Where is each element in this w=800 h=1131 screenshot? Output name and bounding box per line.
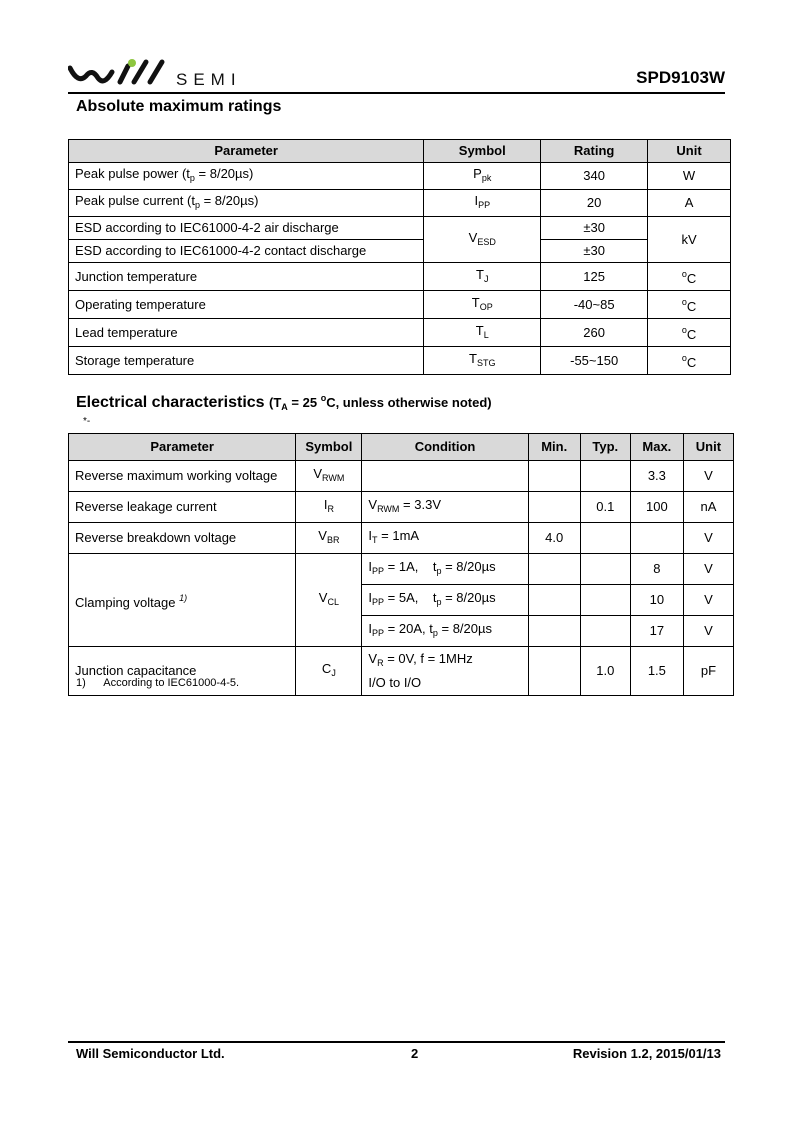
table-row	[69, 163, 731, 190]
page-header	[68, 58, 725, 94]
symbol-cell: $V_{ESD}$	[424, 217, 541, 263]
electrical-characteristics-table	[68, 433, 734, 696]
col-header: Min.	[528, 434, 580, 461]
symbol-cell: $I_{PP}$	[424, 190, 541, 217]
rating-cell: 125	[541, 263, 648, 291]
col-header: Unit	[683, 434, 733, 461]
rating-cell: -40~85	[541, 291, 648, 319]
param-cell: Lead temperature	[69, 319, 424, 347]
param-cell: Clamping voltage $^{1)}$	[69, 554, 296, 647]
table-header-row	[69, 434, 734, 461]
param-cell: Peak pulse power $(t_p = 8/20\mu s)$	[69, 163, 424, 190]
symbol-cell: $T_{OP}$	[424, 291, 541, 319]
rating-cell: ±30	[541, 240, 648, 263]
note-mark: *-	[83, 416, 91, 427]
param-cell: ESD according to IEC61000-4-2 air discharge	[69, 217, 424, 240]
footer-rule	[68, 1041, 725, 1043]
footer-company: Will Semiconductor Ltd.	[76, 1046, 225, 1061]
logo-text: SEMI	[176, 70, 242, 89]
col-header: Symbol	[296, 434, 362, 461]
unit-cell: V	[683, 523, 733, 554]
condition-cell: $I_{PP} = 5A$, $t_p = 8/20\mu s$	[362, 585, 528, 616]
max-cell: 8	[630, 554, 683, 585]
unit-cell: $^o$C	[648, 291, 731, 319]
typ-cell: 0.1	[580, 492, 630, 523]
unit-cell: kV	[648, 217, 731, 263]
symbol-cell: $C_J$	[296, 647, 362, 696]
condition-cell: $V_R = 0V$, f = 1MHz I/O to I/O	[362, 647, 528, 696]
col-header: Max.	[630, 434, 683, 461]
table-row	[69, 190, 731, 217]
symbol-cell: $I_R$	[296, 492, 362, 523]
footer-revision: Revision 1.2, 2015/01/13	[572, 1046, 721, 1061]
table-row	[69, 461, 734, 492]
min-cell	[528, 585, 580, 616]
col-header: Unit	[648, 140, 731, 163]
col-header: Condition	[362, 434, 528, 461]
ec-conditions: ($T_A = 25$ $^o$C, unless otherwise noted)	[269, 393, 492, 412]
table-row	[69, 217, 731, 240]
condition-cell	[362, 461, 528, 492]
unit-cell: $^o$C	[648, 347, 731, 375]
unit-cell: nA	[683, 492, 733, 523]
table-row	[69, 240, 731, 263]
param-cell: ESD according to IEC61000-4-2 contact discharge	[69, 240, 424, 263]
param-cell: Junction temperature	[69, 263, 424, 291]
typ-cell	[580, 554, 630, 585]
min-cell	[528, 461, 580, 492]
max-cell: 17	[630, 616, 683, 647]
unit-cell: $^o$C	[648, 319, 731, 347]
table-row	[69, 554, 734, 585]
min-cell	[528, 492, 580, 523]
typ-cell	[580, 585, 630, 616]
param-cell: Operating temperature	[69, 291, 424, 319]
col-header: Parameter	[69, 434, 296, 461]
unit-cell: V	[683, 461, 733, 492]
max-cell: 10	[630, 585, 683, 616]
min-cell: 4.0	[528, 523, 580, 554]
param-cell: Reverse breakdown voltage	[69, 523, 296, 554]
rating-cell: -55~150	[541, 347, 648, 375]
rating-cell: 340	[541, 163, 648, 190]
condition-cell: $I_T = 1mA$	[362, 523, 528, 554]
unit-cell: $^o$C	[648, 263, 731, 291]
symbol-cell: $V_{CL}$	[296, 554, 362, 647]
ec-title: Electrical characteristics ($T_A = 25$ $^o$C, unless otherwise noted)	[76, 393, 492, 412]
symbol-cell: $V_{BR}$	[296, 523, 362, 554]
symbol-cell: $V_{RWM}$	[296, 461, 362, 492]
min-cell	[528, 554, 580, 585]
unit-cell: A	[648, 190, 731, 217]
max-cell: 1.5	[630, 647, 683, 696]
min-cell	[528, 647, 580, 696]
param-cell: Peak pulse current $(t_p = 8/20\mu s)$	[69, 190, 424, 217]
symbol-cell: $P_{pk}$	[424, 163, 541, 190]
max-cell	[630, 523, 683, 554]
max-cell: 3.3	[630, 461, 683, 492]
typ-cell: 1.0	[580, 647, 630, 696]
rating-cell: 260	[541, 319, 648, 347]
condition-cell: $V_{RWM} = 3.3V$	[362, 492, 528, 523]
col-header: Parameter	[69, 140, 424, 163]
condition-cell: $I_{PP} = 20A$, $t_p = 8/20\mu s$	[362, 616, 528, 647]
amr-title: Absolute maximum ratings	[76, 98, 282, 115]
footnote-number: 1)	[76, 677, 86, 689]
footer-page-number: 2	[411, 1046, 419, 1061]
col-header: Typ.	[580, 434, 630, 461]
rating-cell: 20	[541, 190, 648, 217]
typ-cell	[580, 461, 630, 492]
param-cell: Storage temperature	[69, 347, 424, 375]
symbol-cell: $T_L$	[424, 319, 541, 347]
param-cell: Reverse leakage current	[69, 492, 296, 523]
symbol-cell: $T_{STG}$	[424, 347, 541, 375]
param-cell: Junction capacitance	[69, 647, 296, 696]
unit-cell: pF	[683, 647, 733, 696]
param-cell: Reverse maximum working voltage	[69, 461, 296, 492]
rating-cell: ±30	[541, 217, 648, 240]
absolute-max-ratings-table	[68, 139, 731, 375]
symbol-cell: $T_J$	[424, 263, 541, 291]
unit-cell: V	[683, 585, 733, 616]
max-cell: 100	[630, 492, 683, 523]
unit-cell: W	[648, 163, 731, 190]
header-rule	[68, 92, 725, 94]
footnote-text: According to IEC61000-4-5.	[103, 677, 240, 689]
unit-cell: V	[683, 554, 733, 585]
table-header-row	[69, 140, 731, 163]
min-cell	[528, 616, 580, 647]
typ-cell	[580, 523, 630, 554]
col-header: Rating	[541, 140, 648, 163]
col-header: Symbol	[424, 140, 541, 163]
table-row	[69, 291, 731, 319]
table-row	[69, 523, 734, 554]
condition-cell: $I_{PP} = 1A$, $t_p = 8/20\mu s$	[362, 554, 528, 585]
table-row	[69, 347, 731, 375]
typ-cell	[580, 616, 630, 647]
table-row	[69, 263, 731, 291]
document-id: SPD9103W	[636, 68, 725, 87]
footnote	[76, 677, 239, 689]
unit-cell: V	[683, 616, 733, 647]
table-row	[69, 319, 731, 347]
table-row	[69, 492, 734, 523]
will-logo-mark-icon	[68, 58, 172, 88]
